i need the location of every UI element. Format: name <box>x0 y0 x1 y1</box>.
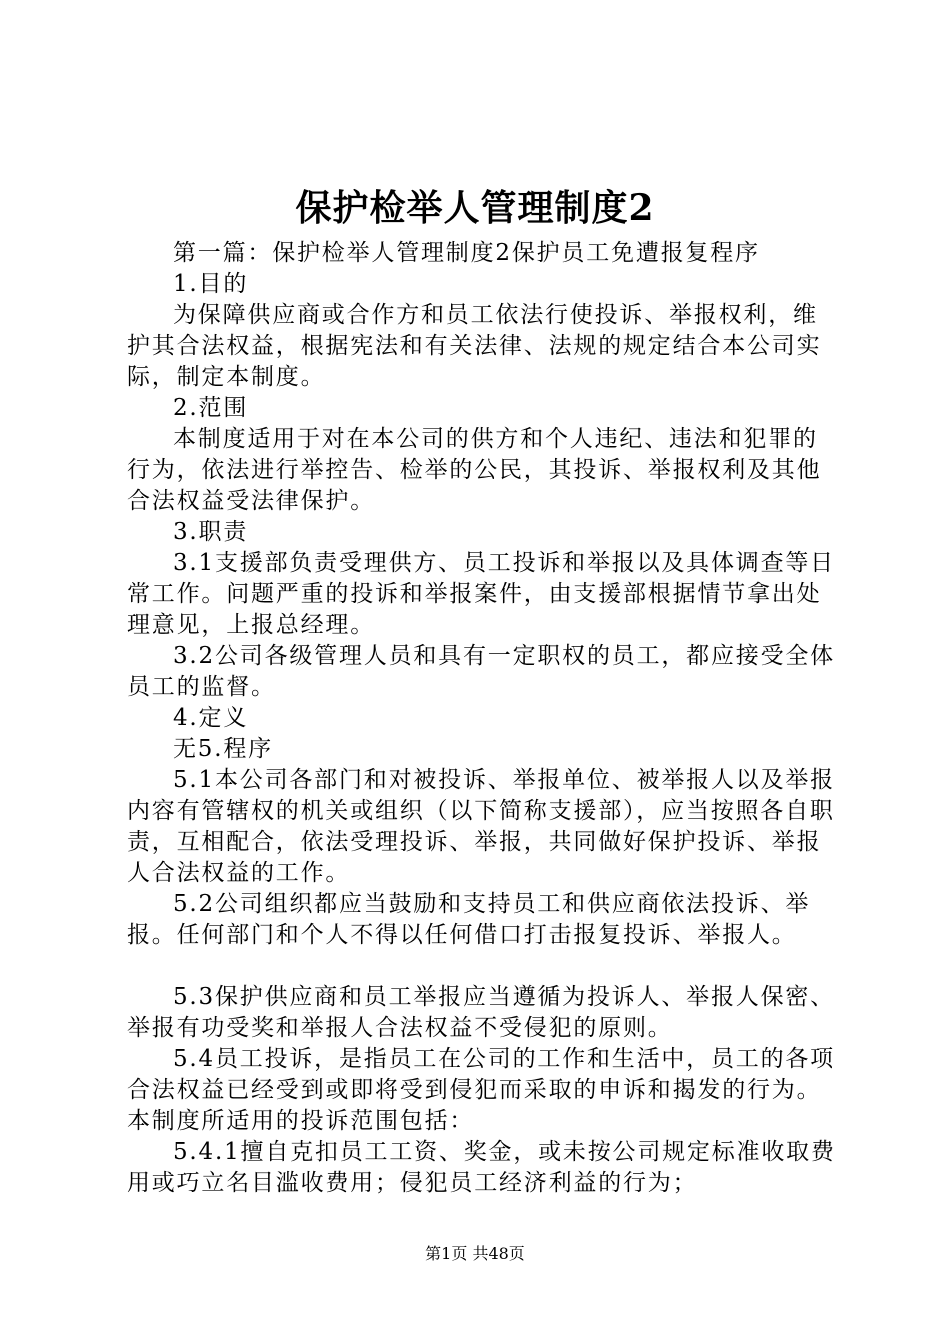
paragraph-section-4-heading: 4.定义 <box>173 705 249 731</box>
page-number: 第1页 共48页 <box>425 1244 525 1263</box>
paragraph-section-2-body: 本制度适用于对在本公司的供方和个人违纪、违法和犯罪的行为，依法进行举控告、检举的公民，其投诉、举报权利及其他合法权益受法律保护。 <box>127 426 822 514</box>
paragraph-section-5-2: 5.2公司组织都应当鼓励和支持员工和供应商依法投诉、举报。任何部门和个人不得以任何借口打击报复投诉、举报人。 <box>127 891 811 948</box>
paragraph-section-1-heading: 1.目的 <box>173 271 249 297</box>
paragraph-section-5-4-1: 5.4.1擅自克扣员工工资、奖金，或未按公司规定标准收取费用或巧立名目滥收费用；侵犯员工经济利益的行为； <box>127 1139 836 1196</box>
paragraph-section-3-2: 3.2公司各级管理人员和具有一定职权的员工，都应接受全体员工的监督。 <box>127 643 835 700</box>
paragraph-section-5-3: 5.3保护供应商和员工举报应当遵循为投诉人、举报人保密、举报有功受奖和举报人合法权益不受侵犯的原则。 <box>127 984 835 1041</box>
paragraph-section-5-4: 5.4员工投诉，是指员工在公司的工作和生活中，员工的各项合法权益已经受到或即将受到侵犯而采取的申诉和揭发的行为。本制度所适用的投诉范围包括： <box>127 1046 835 1134</box>
paragraph-section-3-heading: 3.职责 <box>173 519 249 545</box>
paragraph-section-5-heading: 无5.程序 <box>173 736 273 762</box>
document-body <box>127 238 837 1199</box>
paragraph-section-2-heading: 2.范围 <box>173 395 249 421</box>
document-title: 保护检举人管理制度2 <box>295 187 655 229</box>
paragraph-section-1-body: 为保障供应商或合作方和员工依法行使投诉、举报权利，维护其合法权益，根据宪法和有关法律、法规的规定结合本公司实际，制定本制度。 <box>127 302 822 390</box>
paragraph-section-5-1: 5.1本公司各部门和对被投诉、举报单位、被举报人以及举报内容有管辖权的机关或组织（以下简称支援部），应当按照各自职责，互相配合，依法受理投诉、举报，共同做好保护投诉、举报人合法权益的工作。 <box>127 767 835 886</box>
paragraph-section-3-1: 3.1支援部负责受理供方、员工投诉和举报以及具体调查等日常工作。问题严重的投诉和举报案件，由支援部根据情节拿出处理意见，上报总经理。 <box>127 550 835 638</box>
paragraph-part-heading: 第一篇：保护检举人管理制度2保护员工免遭报复程序 <box>173 240 760 266</box>
